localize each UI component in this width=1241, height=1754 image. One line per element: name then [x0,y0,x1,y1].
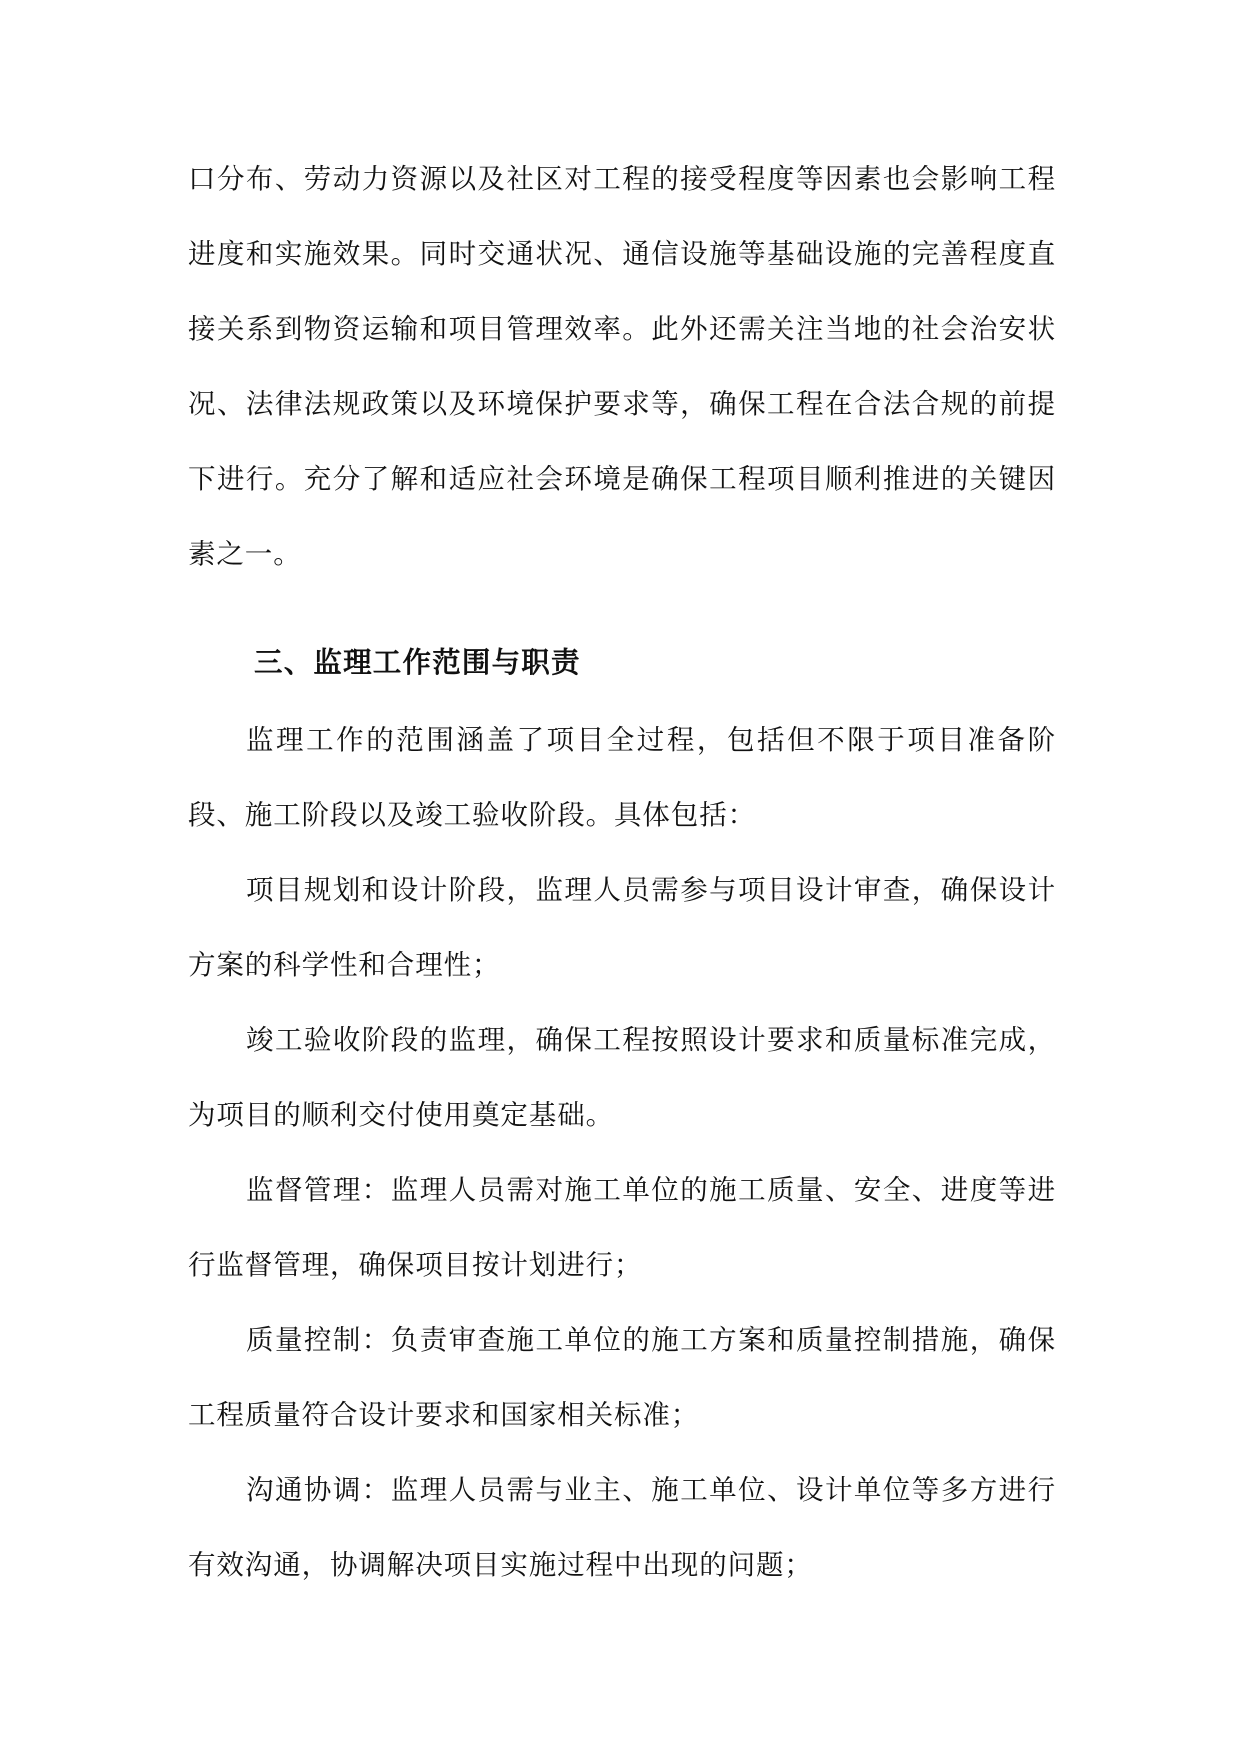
paragraph-scope: 监理工作的范围涵盖了项目全过程，包括但不限于项目准备阶段、施工阶段以及竣工验收阶段。具体包括： [188,724,1056,831]
document-body [188,142,1056,1603]
paragraph-supervision-management: 监督管理：监理人员需对施工单位的施工质量、安全、进度等进行监督管理，确保项目按计划进行； [188,1174,1056,1281]
paragraph-quality-control: 质量控制：负责审查施工单位的施工方案和质量控制措施，确保工程质量符合设计要求和国家相关标准； [188,1324,1056,1431]
paragraph-communication-coordination: 沟通协调：监理人员需与业主、施工单位、设计单位等多方进行有效沟通，协调解决项目实施过程中出现的问题； [188,1474,1056,1581]
intro-paragraph: 口分布、劳动力资源以及社区对工程的接受程度等因素也会影响工程进度和实施效果。同时交通状况、通信设施等基础设施的完善程度直接关系到物资运输和项目管理效率。此外还需关注当地的社会治安状况、法律法规政策以及环境保护要求等，确保工程在合法合规的前提下进行。充分了解和适应社会环境是确保工程项目顺利推进的关键因素之一。 [188,163,1056,570]
section-heading: 三、监理工作范围与职责 [254,646,581,679]
paragraph-acceptance-stage: 竣工验收阶段的监理，确保工程按照设计要求和质量标准完成，为项目的顺利交付使用奠定基础。 [188,1024,1056,1131]
paragraph-design-stage: 项目规划和设计阶段，监理人员需参与项目设计审查，确保设计方案的科学性和合理性； [188,874,1056,981]
